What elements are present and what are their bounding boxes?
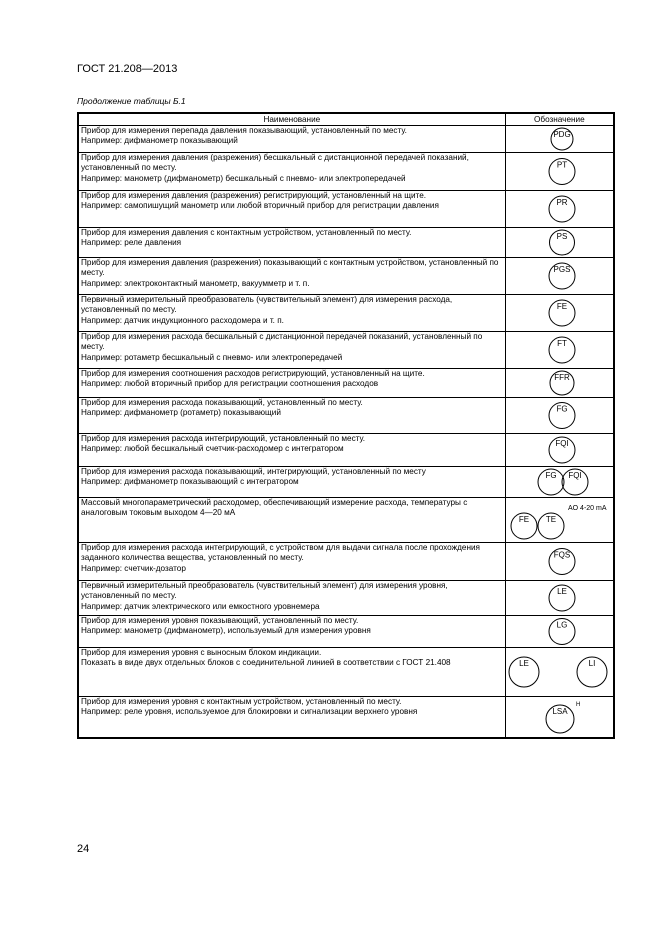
table-row [78,295,614,332]
instrument-symbol [549,619,575,645]
row-designation [505,153,614,191]
instrument-symbol [551,128,573,150]
row-description: Прибор для измерения расхода интегрирующий, установленный по месту. Например: любой бесшкальный счетчик-расходомер с интегратором [78,434,505,467]
level-switch-symbol [546,705,574,733]
instrument-label: PGS [553,265,571,274]
row-description: Прибор для измерения давления (разрежения) регистрирующий, установленный на щите. Например: самопишущий манометр или любой вторичный прибор для регистрации давления [78,191,505,228]
sensor-symbol [509,657,539,687]
instrument-label: PT [556,160,567,170]
instrument-label: PR [556,198,568,207]
row-designation [505,295,614,332]
row-designation [505,616,614,648]
designation-graphic [508,228,614,257]
row-designation [505,398,614,434]
table-row [78,616,614,648]
indicator-label: LI [588,659,596,668]
row-designation [505,697,614,739]
row-description: Прибор для измерения уровня с выносным блоком индикации. Показать в виде двух отдельных блоков с соединительной линией в соответствии с ГОСТ 21.408 [78,648,505,697]
table-row [78,153,614,191]
row-designation [505,543,614,581]
row-description: Массовый многопараметрический расходомер, обеспечивающий измерение расхода, температуры с аналоговым токовым выходом 4—20 мА [78,498,505,543]
designation-graphic [508,258,614,294]
row-description: Прибор для измерения давления (разрежения) показывающий с контактным устройством, установленный по месту. Например: электроконтактный манометр, вакуумметр и т. п. [78,258,505,295]
table-row [78,498,614,543]
table-row [78,228,614,258]
instrument-a-symbol [511,513,537,539]
table-row [78,332,614,369]
table-row [78,648,614,697]
table-row [78,369,614,398]
column-header-designation: Обозначение [505,113,614,126]
row-description: Прибор для измерения соотношения расходов регистрирующий, установленный на щите. Например: любой вторичный прибор для регистрации соотношения расходов [78,369,505,398]
instrument-symbol [550,371,574,395]
instrument-symbol [549,300,575,326]
instrument-a-label: FG [545,471,557,480]
table-body [78,126,614,739]
instrument-b-label: FQI [568,471,582,480]
table-row [78,467,614,498]
standard-header: ГОСТ 21.208—2013 [77,63,178,75]
designation-graphic [508,153,614,190]
symbols-table [77,112,615,739]
level-switch-label: LSA [552,707,568,716]
instrument-label: FG [556,404,568,414]
row-designation [505,369,614,398]
instrument-symbol [549,437,575,463]
instrument-label: FE [556,302,567,311]
designation-graphic [508,369,614,397]
designation-graphic [508,581,614,615]
output-signal-note: AO 4-20 mA [567,505,607,512]
instrument-a-symbol [538,469,564,495]
designation-graphic [508,332,614,368]
instrument-symbol [549,159,575,185]
instrument-symbol [549,403,575,429]
table-header-row [78,113,614,126]
instrument-symbol [549,230,574,255]
row-description: Первичный измерительный преобразователь (чувствительный элемент) для измерения уровня, установленный по месту. Например: датчик электрического или емкостного уровнемера [78,581,505,616]
designation-graphic [508,398,614,433]
instrument-b-label: TE [545,515,556,524]
row-designation [505,258,614,295]
instrument-label: FQS [553,550,570,560]
designation-graphic [508,648,614,696]
row-description: Прибор для измерения уровня с контактным устройством, установленный по месту. Например: реле уровня, используемое для блокировки и сигнализации верхнего уровня [78,697,505,739]
table-row [78,258,614,295]
table-row [78,543,614,581]
indicator-symbol [577,657,607,687]
row-description: Прибор для измерения расхода бесшкальный с дистанционной передачей показаний, установленный по месту. Например: ротаметр бесшкальный с пневмо- или электропередачей [78,332,505,369]
instrument-a-label: FE [518,515,529,524]
instrument-symbol [549,263,575,289]
row-designation [505,126,614,153]
designation-graphic [508,295,614,331]
table-row [78,191,614,228]
column-header-name: Наименование [78,113,505,126]
designation-graphic [508,697,614,737]
instrument-b-symbol [562,469,588,495]
row-description: Прибор для измерения уровня показывающий, установленный по месту. Например: манометр (дифманометр), используемый для измерения уровня [78,616,505,648]
table-row [78,697,614,739]
table-row [78,581,614,616]
row-description: Первичный измерительный преобразователь (чувствительный элемент) для измерения расхода, установленный по месту. Например: датчик индукционного расходомера и т. п. [78,295,505,332]
instrument-label: LG [556,620,568,630]
row-designation [505,498,614,543]
row-designation [505,467,614,498]
designation-graphic [508,616,614,647]
instrument-label: FQI [555,439,569,448]
designation-graphic [508,543,614,580]
table-caption: Продолжение таблицы Б.1 [77,96,186,106]
row-description: Прибор для измерения расхода показывающий, интегрирующий, установленный по месту Например: дифманометр показывающий с интегратором [78,467,505,498]
instrument-symbol [549,585,575,611]
designation-graphic [508,191,614,227]
designation-graphic [508,467,614,497]
row-description: Прибор для измерения расхода интегрирующий, с устройством для выдачи сигнала после прохождения заданного количества вещества, установленный по месту. Например: счетчик-дозатор [78,543,505,581]
row-designation [505,648,614,697]
designation-graphic [508,434,614,466]
page-number: 24 [77,843,90,855]
row-description: Прибор для измерения давления (разрежения) бесшкальный с дистанционной передачей показаний, установленный по месту. Например: манометр (дифманометр) бесшкальный с пневмо- или электропередачей [78,153,505,191]
table-row [78,126,614,153]
row-designation [505,191,614,228]
table-row [78,398,614,434]
high-level-note: H [575,702,581,708]
row-designation [505,581,614,616]
instrument-label: LE [556,587,567,596]
row-description: Прибор для измерения перепада давления показывающий, установленный по месту. Например: дифманометр показывающий [78,126,505,153]
instrument-symbol [549,196,575,222]
sensor-label: LE [518,659,529,668]
instrument-symbol [549,337,575,363]
row-description: Прибор для измерения давления с контактным устройством, установленный по месту. Например: реле давления [78,228,505,258]
instrument-label: PDG [553,130,571,139]
instrument-label: FFR [553,373,570,382]
instrument-symbol [549,549,575,575]
designation-graphic [508,498,614,542]
table-row [78,434,614,467]
designation-graphic [508,126,614,152]
row-designation [505,332,614,369]
instrument-b-symbol [538,513,564,539]
instrument-label: FT [556,339,567,348]
row-designation [505,228,614,258]
instrument-label: PS [556,232,568,241]
row-description: Прибор для измерения расхода показывающий, установленный по месту. Например: дифманометр (ротаметр) показывающий [78,398,505,434]
row-designation [505,434,614,467]
